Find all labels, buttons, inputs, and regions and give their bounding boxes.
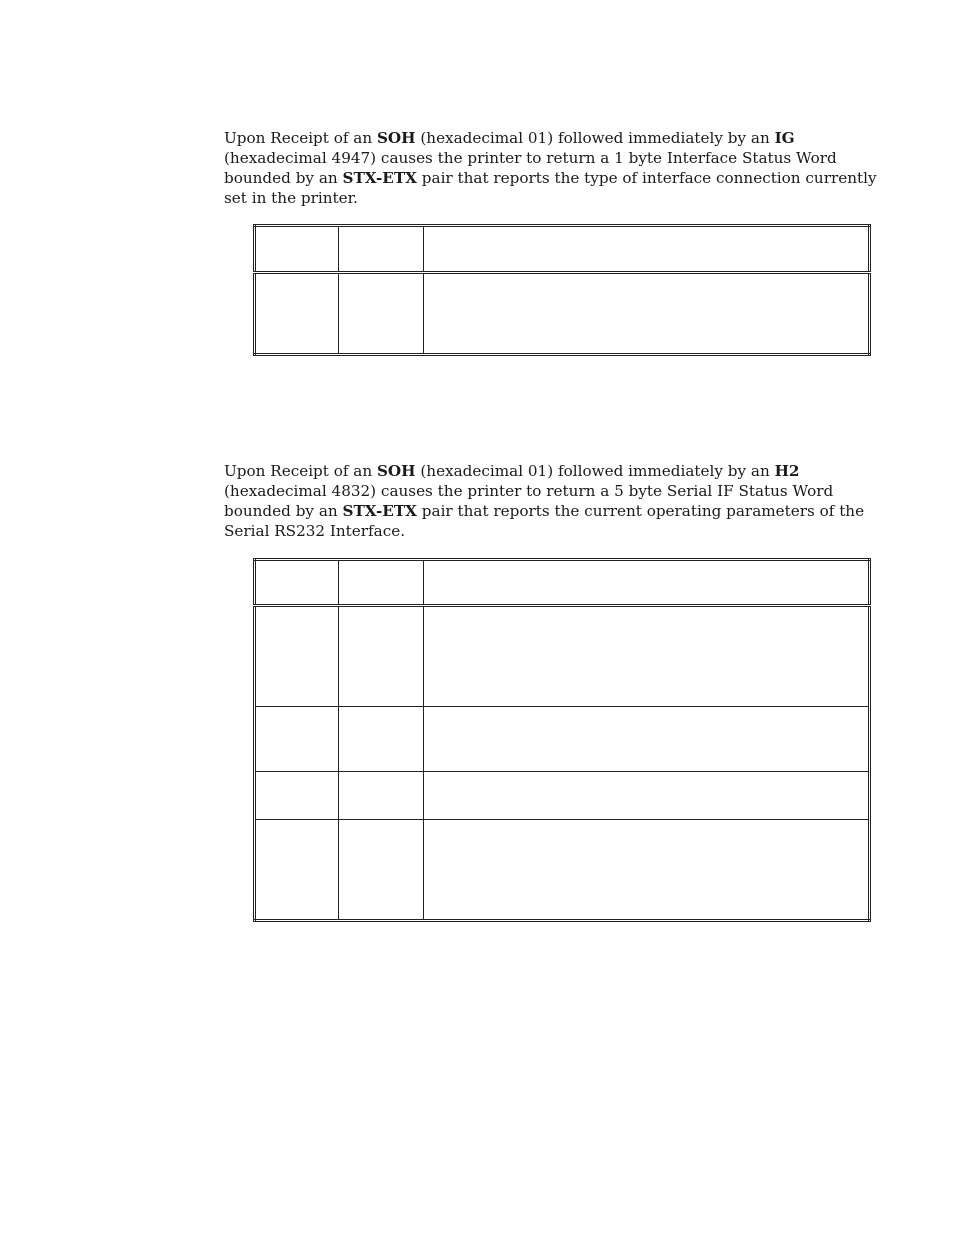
- bold-term: IG: [774, 129, 795, 147]
- table-cell: [339, 606, 424, 707]
- text-run: Serial RS232 Interface.: [224, 522, 406, 540]
- text-line: [224, 461, 864, 481]
- interface-status-table: [253, 224, 871, 356]
- text-line: [224, 148, 864, 168]
- interface-status-paragraph: [224, 128, 877, 208]
- text-run: pair that reports the current operating parameters of the: [416, 502, 865, 520]
- table-cell: [424, 772, 870, 820]
- text-run: (hexadecimal 01) followed immediately by an: [415, 129, 775, 147]
- text-run: (hexadecimal 01) followed immediately by an: [415, 462, 775, 480]
- text-line: [224, 128, 864, 148]
- text-line: [224, 168, 877, 188]
- table-cell: [424, 560, 870, 606]
- text-run: bounded by an: [224, 502, 343, 520]
- text-run: pair that reports the type of interface connection currently: [416, 169, 877, 187]
- table-cell: [424, 606, 870, 707]
- text-run: (hexadecimal 4832) causes the printer to return a 5 byte Serial IF Status Word: [224, 482, 834, 500]
- table-cell: [339, 560, 424, 606]
- serial-if-status-table: [253, 558, 871, 922]
- table-header-row: [255, 560, 870, 606]
- table-cell: [255, 707, 339, 772]
- table-cell: [255, 560, 339, 606]
- table-cell: [255, 226, 339, 273]
- table-cell: [255, 273, 339, 355]
- table-cell: [424, 707, 870, 772]
- table-row: [255, 707, 870, 772]
- table-cell: [339, 772, 424, 820]
- table-row: [255, 273, 870, 355]
- table-cell: [339, 707, 424, 772]
- text-run: (hexadecimal 4947) causes the printer to return a 1 byte Interface Status Word: [224, 149, 837, 167]
- table-cell: [339, 820, 424, 921]
- table-cell: [339, 226, 424, 273]
- text-line: [224, 501, 864, 521]
- text-run: Upon Receipt of an: [224, 462, 377, 480]
- bold-term: STX-ETX: [342, 169, 417, 187]
- table-cell: [255, 772, 339, 820]
- text-run: Upon Receipt of an: [224, 129, 377, 147]
- table-cell: [339, 273, 424, 355]
- table-row: [255, 772, 870, 820]
- text-line: [224, 521, 864, 541]
- table-cell: [424, 226, 870, 273]
- bold-term: SOH: [376, 129, 416, 147]
- table-row: [255, 820, 870, 921]
- bold-term: SOH: [376, 462, 416, 480]
- text-run: bounded by an: [224, 169, 343, 187]
- table-header-row: [255, 226, 870, 273]
- bold-term: H2: [774, 462, 800, 480]
- table-cell: [424, 820, 870, 921]
- text-run: set in the printer.: [224, 189, 359, 207]
- serial-if-status-paragraph: [224, 461, 864, 541]
- text-line: [224, 188, 864, 208]
- bold-term: STX-ETX: [342, 502, 417, 520]
- table-cell: [424, 273, 870, 355]
- text-line: [224, 481, 864, 501]
- table-row: [255, 606, 870, 707]
- table-cell: [255, 820, 339, 921]
- table-cell: [255, 606, 339, 707]
